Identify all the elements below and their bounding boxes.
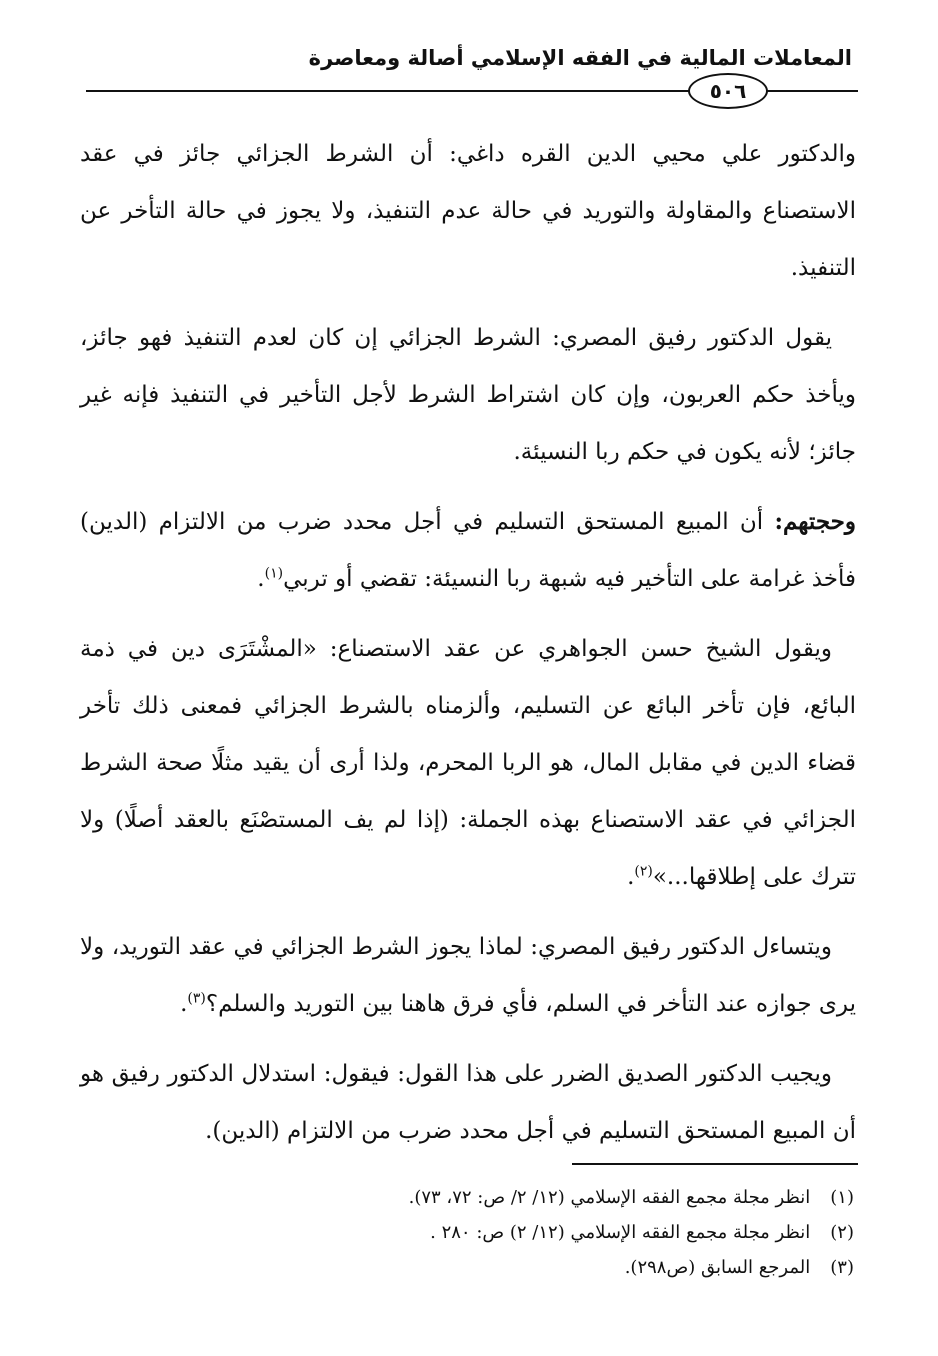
- paragraph-tail: .: [180, 991, 188, 1017]
- footnote-marker: (٢): [830, 1222, 854, 1243]
- footnote-3: [94, 1250, 854, 1285]
- paragraph-tail: .: [257, 566, 265, 592]
- page-number: [688, 73, 768, 109]
- footnote-text: المرجع السابق (ص٢٩٨).: [624, 1257, 811, 1278]
- footnote-text: انظر مجلة مجمع الفقه الإسلامي (١٢/ ٢) ص: ٢٨٠ .: [430, 1222, 811, 1243]
- paragraph-tail: .: [627, 864, 635, 890]
- paragraph-3: [80, 493, 856, 608]
- footnote-marker: (٣): [830, 1257, 854, 1278]
- footnote-reference[interactable]: (٣): [187, 990, 206, 1007]
- paragraph-text: يقول الدكتور رفيق المصري: الشرط الجزائي إن كان لعدم التنفيذ فهو جائز، ويأخذ حكم العربون، وإن كان اشتراط الشرط لأجل التأخير في التنفيذ فإنه غير جائز؛ لأنه يكون في حكم ربا النسيئة.: [80, 325, 856, 465]
- body-text: [80, 125, 856, 1172]
- paragraph-text: ويقول الشيخ حسن الجواهري عن عقد الاستصناع: «المشْتَرَى دين في ذمة البائع، فإن تأخر البائع عن التسليم، وألزمناه بالشرط الجزائي فمعنى ذلك تأخر قضاء الدين في مقابل المال، هو الربا المحرم، ولذا أرى أن يقيد مثلًا صحة الشرط الجزائي في عقد الاستصناع بهذه الجملة: (إذا لم يف المستصْنَع بالعقد أصلًا) ولا تترك على إطلاقها...»: [80, 636, 856, 890]
- footnote-reference[interactable]: (١): [264, 565, 284, 582]
- paragraph-1: [80, 125, 856, 297]
- paragraph-text: ويتساءل الدكتور رفيق المصري: لماذا يجوز الشرط الجزائي في عقد التوريد، ولا يرى جوازه عند التأخر في السلم، فأي فرق هاهنا بين التوريد والسلم؟: [80, 934, 856, 1017]
- paragraph-6: [80, 1045, 856, 1160]
- paragraph-2: [80, 309, 856, 481]
- paragraph-lead: وحجتهم:: [774, 508, 856, 535]
- paragraph-text: ويجيب الدكتور الصديق الضرر على هذا القول: فيقول: استدلال الدكتور رفيق هو أن المبيع المستحق التسليم في أجل محدد ضرب من الالتزام (الدين).: [80, 1061, 856, 1144]
- footnote-rule: [572, 1163, 858, 1165]
- paragraph-4: [80, 620, 856, 906]
- footnotes: [94, 1180, 854, 1285]
- footnote-1: [94, 1180, 854, 1215]
- footnote-text: انظر مجلة مجمع الفقه الإسلامي (١٢/ ٢/ ص: ٧٢، ٧٣).: [408, 1187, 811, 1208]
- page-number-text: ٥٠٦: [709, 79, 747, 103]
- paragraph-text: أن المبيع المستحق التسليم في أجل محدد ضرب من الالتزام (الدين) فأخذ غرامة على التأخير فيه شبهة ربا النسيئة: تقضي أو تربي: [80, 509, 856, 592]
- paragraph-text: والدكتور علي محيي الدين القره داغي: أن الشرط الجزائي جائز في عقد الاستصناع والمقاولة والتوريد في حالة عدم التنفيذ، ولا يجوز في حالة التأخر عن التنفيذ.: [80, 141, 856, 281]
- footnote-reference[interactable]: (٢): [634, 863, 653, 880]
- footnote-marker: (١): [830, 1187, 854, 1208]
- footnote-2: [94, 1215, 854, 1250]
- running-header-title: المعاملات المالية في الفقه الإسلامي أصالة ومعاصرة: [308, 46, 852, 70]
- paragraph-5: [80, 918, 856, 1033]
